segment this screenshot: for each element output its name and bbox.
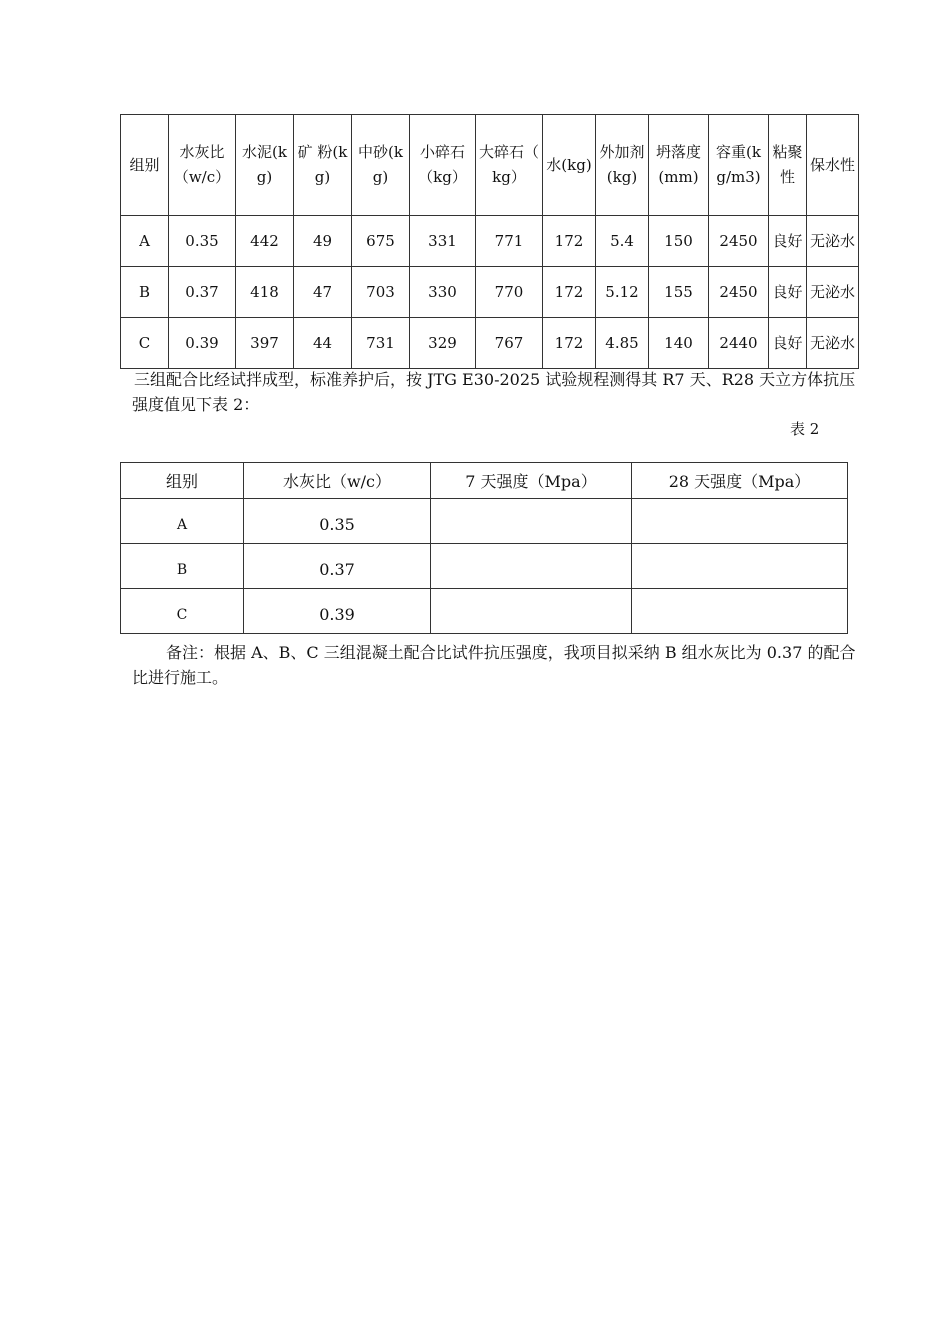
- table-cell: 无泌水: [807, 216, 859, 267]
- table-cell: [632, 544, 848, 589]
- table-row: [121, 267, 859, 318]
- table-cell: 4.85: [596, 318, 649, 369]
- header-cell: 水灰比（w/c）: [169, 115, 236, 216]
- header-cell: 外加剂(kg): [596, 115, 649, 216]
- table-cell: [632, 589, 848, 634]
- header-cell: 水泥(kg): [236, 115, 294, 216]
- table-cell: 150: [649, 216, 709, 267]
- strength-table: [120, 462, 848, 634]
- table-cell: 172: [543, 216, 596, 267]
- table-cell: 良好: [769, 216, 807, 267]
- table-cell: [431, 589, 632, 634]
- header-cell: 中砂(kg): [352, 115, 410, 216]
- table-cell: [431, 544, 632, 589]
- table-cell: 731: [352, 318, 410, 369]
- table-cell: 2450: [709, 267, 769, 318]
- header-cell: 小碎石（kg）: [410, 115, 476, 216]
- table-cell: 140: [649, 318, 709, 369]
- header-cell: 组别: [121, 463, 244, 499]
- header-cell: 大碎石（ kg）: [476, 115, 543, 216]
- table-cell: 771: [476, 216, 543, 267]
- table-row: [121, 499, 848, 544]
- table-cell: 331: [410, 216, 476, 267]
- table-cell: 172: [543, 267, 596, 318]
- table-cell: [431, 499, 632, 544]
- table-cell: 155: [649, 267, 709, 318]
- table-cell: C: [121, 318, 169, 369]
- table-cell: 5.4: [596, 216, 649, 267]
- header-cell: 坍落度(mm): [649, 115, 709, 216]
- table-cell: 0.37: [169, 267, 236, 318]
- table-row: [121, 544, 848, 589]
- header-cell: 水(kg): [543, 115, 596, 216]
- table-cell: 770: [476, 267, 543, 318]
- table-header-row: [121, 115, 859, 216]
- table-cell: B: [121, 544, 244, 589]
- header-cell: 水灰比（w/c）: [244, 463, 431, 499]
- table-cell: 703: [352, 267, 410, 318]
- header-cell: 容重(kg/m3): [709, 115, 769, 216]
- table-cell: 0.37: [244, 544, 431, 589]
- table-cell: 767: [476, 318, 543, 369]
- table-cell: C: [121, 589, 244, 634]
- table-cell: [632, 499, 848, 544]
- table-cell: 0.35: [244, 499, 431, 544]
- table-cell: 49: [294, 216, 352, 267]
- table-cell: 良好: [769, 267, 807, 318]
- table-cell: 5.12: [596, 267, 649, 318]
- table-row: [121, 318, 859, 369]
- table-row: [121, 216, 859, 267]
- table-cell: 无泌水: [807, 267, 859, 318]
- table-cell: 172: [543, 318, 596, 369]
- table-cell: 418: [236, 267, 294, 318]
- header-cell: 矿 粉(kg): [294, 115, 352, 216]
- table-cell: A: [121, 499, 244, 544]
- table-cell: A: [121, 216, 169, 267]
- table-header-row: [121, 463, 848, 499]
- table-cell: 442: [236, 216, 294, 267]
- table-cell: 0.35: [169, 216, 236, 267]
- mix-ratio-table: [120, 114, 859, 369]
- table-cell: 良好: [769, 318, 807, 369]
- table-cell: 0.39: [169, 318, 236, 369]
- table-cell: B: [121, 267, 169, 318]
- table2-caption: 表 2: [790, 420, 820, 438]
- table-cell: 397: [236, 318, 294, 369]
- table-cell: 无泌水: [807, 318, 859, 369]
- header-cell: 28 天强度（Mpa）: [632, 463, 848, 499]
- table-cell: 0.39: [244, 589, 431, 634]
- table-cell: 2440: [709, 318, 769, 369]
- table-cell: 675: [352, 216, 410, 267]
- test-description-paragraph: 三组配合比经试拌成型，标准养护后，按 JTG E30-2025 试验规程测得其 R7 天、R28 天立方体抗压强度值见下表 2：: [132, 370, 856, 414]
- table-cell: 329: [410, 318, 476, 369]
- header-cell: 粘聚性: [769, 115, 807, 216]
- table-cell: 330: [410, 267, 476, 318]
- header-cell: 组别: [121, 115, 169, 216]
- table-cell: 47: [294, 267, 352, 318]
- table-cell: 44: [294, 318, 352, 369]
- note-paragraph: 备注：根据 A、B、C 三组混凝土配合比试件抗压强度，我项目拟采纳 B 组水灰比为 0.37 的配合比进行施工。: [132, 643, 856, 687]
- table-row: [121, 589, 848, 634]
- header-cell: 保水性: [807, 115, 859, 216]
- table-cell: 2450: [709, 216, 769, 267]
- header-cell: 7 天强度（Mpa）: [431, 463, 632, 499]
